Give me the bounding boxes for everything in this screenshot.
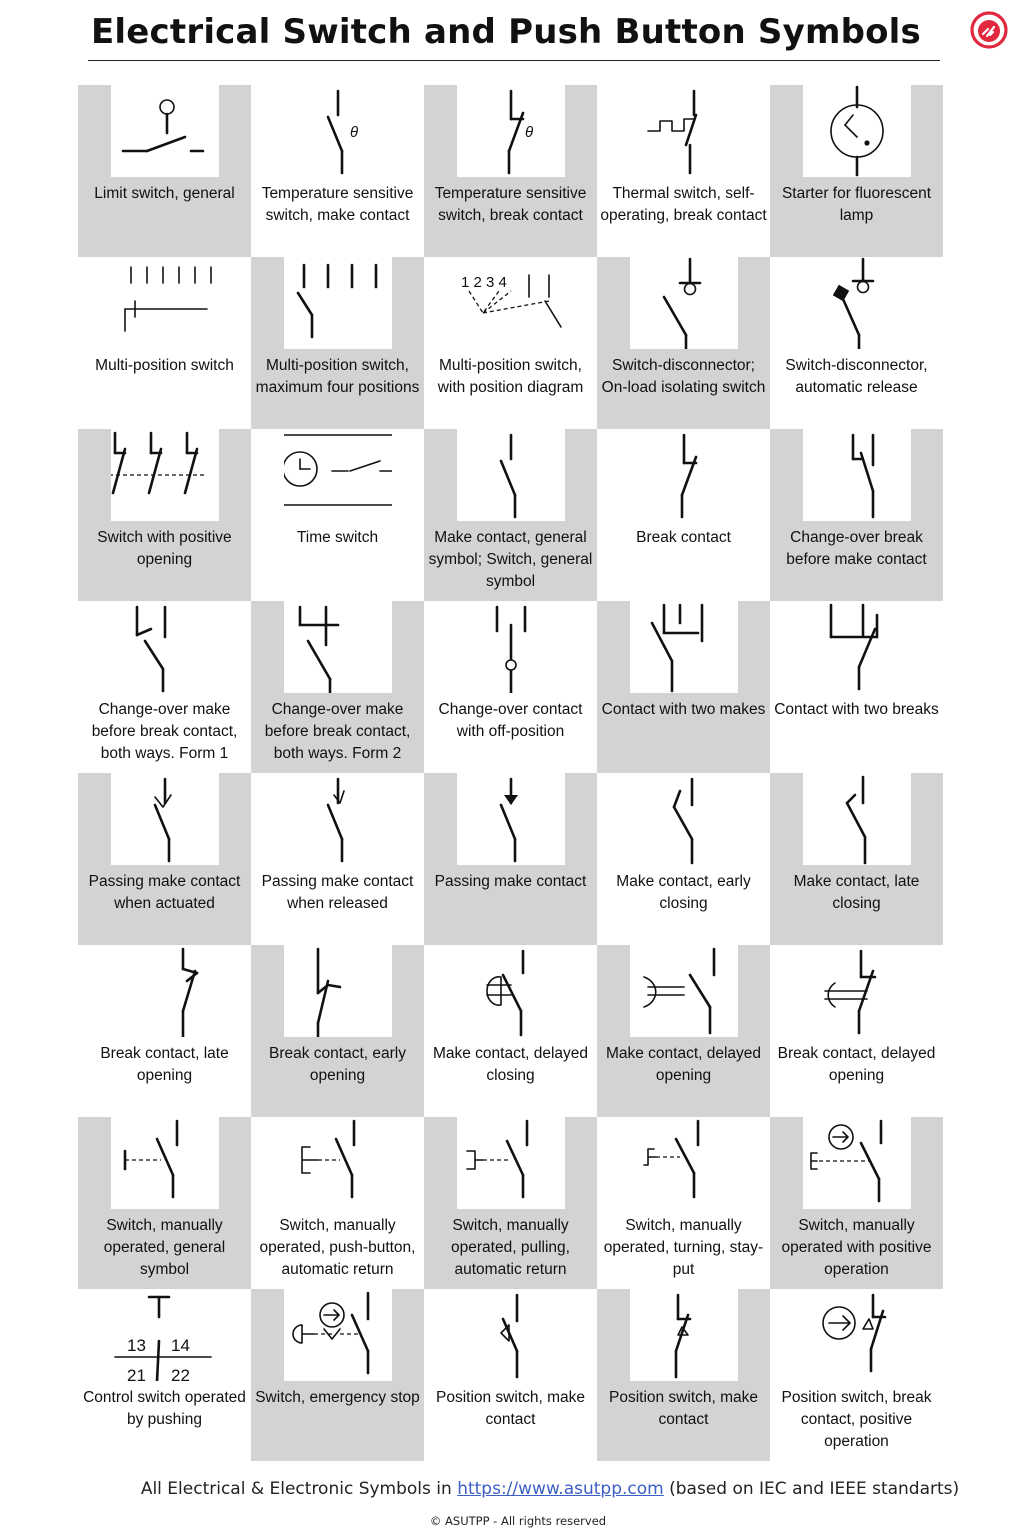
symbol-label: Break contact, delayed opening — [777, 1045, 936, 1084]
symbol-frame — [111, 1289, 219, 1381]
symbol-label: Position switch, break contact, positive operation — [781, 1389, 932, 1450]
symbol-frame — [457, 1289, 565, 1381]
symbol-frame — [284, 85, 392, 177]
symbol-label: Control switch operated by pushing — [83, 1389, 246, 1428]
symbol-frame — [803, 1117, 911, 1209]
svg-text:1 2 3 4: 1 2 3 4 — [461, 274, 507, 291]
symbol-frame — [111, 1117, 219, 1209]
position-make-icon — [457, 1289, 565, 1381]
symbol-frame — [803, 773, 911, 865]
symbol-cell — [770, 773, 943, 945]
symbol-label: Contact with two makes — [601, 701, 766, 718]
symbol-label: Break contact — [636, 529, 731, 546]
two-makes-icon — [630, 601, 738, 693]
copyright-note: © ASUTPP - All rights reserved — [429, 1514, 607, 1528]
turn-switch-icon — [630, 1117, 738, 1209]
symbol-cell — [424, 945, 597, 1117]
break-delayed-opening-icon — [803, 945, 911, 1037]
make-early-icon — [630, 773, 738, 865]
symbol-cell — [251, 1117, 424, 1289]
symbol-label: Multi-position switch, maximum four positions — [255, 357, 420, 396]
symbol-cell — [78, 773, 251, 945]
symbol-cell — [597, 773, 770, 945]
symbol-label: Position switch, make contact — [435, 1389, 586, 1428]
symbol-cell — [770, 1117, 943, 1289]
changeover-form1-icon — [111, 601, 219, 693]
symbol-cell — [424, 1117, 597, 1289]
symbol-label: Passing make contact — [434, 873, 587, 890]
symbol-label: Make contact, early closing — [616, 873, 751, 912]
two-breaks-icon — [803, 601, 911, 693]
symbol-frame — [111, 257, 219, 349]
emergency-stop-icon — [284, 1289, 392, 1381]
symbol-frame — [111, 601, 219, 693]
symbol-frame — [630, 1289, 738, 1381]
symbol-cell — [78, 1117, 251, 1289]
symbol-frame — [111, 85, 219, 177]
pull-switch-icon — [457, 1117, 565, 1209]
symbol-label: Switch, emergency stop — [255, 1389, 420, 1406]
footer-text-after: (based on IEC and IEEE standarts) — [663, 1479, 960, 1499]
symbol-frame — [111, 429, 219, 521]
symbol-cell — [770, 601, 943, 773]
symbol-cell — [251, 85, 424, 257]
symbol-label: Switch-disconnector, automatic release — [785, 357, 928, 396]
symbol-cell — [597, 429, 770, 601]
symbol-cell — [770, 257, 943, 429]
symbol-frame — [284, 945, 392, 1037]
time-switch-icon — [284, 429, 392, 521]
symbol-label: Passing make contact when actuated — [88, 873, 241, 912]
symbol-frame — [630, 85, 738, 177]
symbol-cell — [770, 85, 943, 257]
symbol-frame — [457, 1117, 565, 1209]
multi-position-diagram-icon — [457, 257, 565, 349]
fluorescent-starter-icon — [803, 85, 911, 177]
symbol-cell — [78, 945, 251, 1117]
symbol-cell — [597, 601, 770, 773]
symbol-frame — [630, 601, 738, 693]
svg-text:14: 14 — [171, 1336, 190, 1355]
symbol-cell — [770, 945, 943, 1117]
symbol-label: Make contact, delayed closing — [432, 1045, 589, 1084]
symbol-label: Position switch, make contact — [608, 1389, 759, 1428]
symbol-label: Switch, manually operated, general symbol — [103, 1217, 226, 1278]
break-early-icon — [284, 945, 392, 1037]
symbol-frame — [630, 1117, 738, 1209]
symbol-frame — [284, 773, 392, 865]
symbol-cell — [597, 945, 770, 1117]
svg-text:13: 13 — [127, 1336, 146, 1355]
symbol-cell — [251, 601, 424, 773]
symbol-frame — [803, 601, 911, 693]
symbol-frame — [284, 257, 392, 349]
symbol-frame — [803, 1289, 911, 1381]
changeover-break-make-icon — [803, 429, 911, 521]
page-title: Electrical Switch and Push Button Symbols — [91, 12, 921, 52]
changeover-form2-icon — [284, 601, 392, 693]
symbol-frame — [284, 601, 392, 693]
symbol-cell — [597, 1289, 770, 1461]
symbol-frame — [803, 257, 911, 349]
symbol-label: Switch with positive opening — [97, 529, 232, 568]
symbol-grid — [78, 85, 943, 1461]
symbol-label: Change-over contact with off-position — [438, 701, 583, 740]
symbol-frame — [111, 773, 219, 865]
position-make-alt-icon — [630, 1289, 738, 1381]
symbol-cell — [597, 85, 770, 257]
multi-position-icon — [111, 257, 219, 349]
symbol-cell — [251, 773, 424, 945]
symbol-frame — [457, 945, 565, 1037]
symbol-cell — [78, 257, 251, 429]
symbol-cell — [424, 429, 597, 601]
symbol-label: Change-over make before break contact, both ways. Form 1 — [91, 701, 238, 762]
symbol-cell — [251, 945, 424, 1117]
passing-actuated-icon — [111, 773, 219, 865]
svg-text:21: 21 — [127, 1366, 146, 1381]
asutpp-link[interactable]: https://www.asutpp.com — [457, 1479, 664, 1499]
make-contact-icon — [457, 429, 565, 521]
push-button-icon — [284, 1117, 392, 1209]
symbol-label: Switch-disconnector; On-load isolating switch — [601, 357, 766, 396]
break-late-icon — [111, 945, 219, 1037]
control-switch-icon — [111, 1289, 219, 1381]
position-break-positive-icon — [803, 1289, 911, 1381]
temperature-break-icon — [457, 85, 565, 177]
manual-positive-icon — [803, 1117, 911, 1209]
switch-disconnector-icon — [630, 257, 738, 349]
break-contact-icon — [630, 429, 738, 521]
symbol-label: Make contact, late closing — [793, 873, 920, 912]
limit-switch-icon — [111, 85, 219, 177]
positive-opening-switch-icon — [111, 429, 219, 521]
symbol-cell — [424, 85, 597, 257]
symbol-label: Switch, manually operated with positive operation — [781, 1217, 932, 1278]
asutpp-logo-icon — [969, 10, 1009, 50]
symbol-frame — [630, 773, 738, 865]
symbol-frame — [457, 601, 565, 693]
symbol-cell — [424, 257, 597, 429]
symbol-cell — [424, 601, 597, 773]
changeover-off-icon — [457, 601, 565, 693]
symbol-label: Limit switch, general — [94, 185, 235, 202]
symbol-label: Change-over break before make contact — [786, 529, 927, 568]
symbol-cell — [78, 601, 251, 773]
symbol-cell — [424, 1289, 597, 1461]
temperature-make-icon — [284, 85, 392, 177]
svg-text:θ: θ — [525, 124, 534, 141]
symbol-label: Multi-position switch, with position diagram — [437, 357, 584, 396]
symbol-frame — [803, 945, 911, 1037]
svg-text:θ: θ — [350, 124, 359, 141]
symbol-label: Thermal switch, self-operating, break contact — [600, 185, 767, 224]
multi-position-four-icon — [284, 257, 392, 349]
svg-text:22: 22 — [171, 1366, 190, 1381]
symbol-label: Time switch — [296, 529, 379, 546]
footer-note — [0, 1479, 1024, 1499]
symbol-frame — [284, 1117, 392, 1209]
symbol-label: Make contact, delayed opening — [605, 1045, 762, 1084]
symbol-cell — [78, 85, 251, 257]
symbol-frame — [630, 429, 738, 521]
passing-released-icon — [284, 773, 392, 865]
title-divider — [88, 60, 940, 61]
make-delayed-opening-icon — [630, 945, 738, 1037]
make-delayed-closing-icon — [457, 945, 565, 1037]
symbol-frame — [630, 945, 738, 1037]
make-late-icon — [803, 773, 911, 865]
symbol-label: Contact with two breaks — [774, 701, 939, 718]
symbol-label: Break contact, early opening — [269, 1045, 406, 1084]
symbol-cell — [251, 1289, 424, 1461]
symbol-cell — [597, 257, 770, 429]
symbol-label: Break contact, late opening — [100, 1045, 229, 1084]
symbol-frame — [111, 945, 219, 1037]
symbol-label: Starter for fluorescent lamp — [781, 185, 932, 224]
symbol-frame — [284, 1289, 392, 1381]
manual-switch-icon — [111, 1117, 219, 1209]
footer-text-before: All Electrical & Electronic Symbols in — [140, 1479, 458, 1499]
symbol-label: Temperature sensitive switch, break contact — [434, 185, 587, 224]
symbol-cell — [78, 429, 251, 601]
switch-disconnector-auto-icon — [803, 257, 911, 349]
symbol-cell — [597, 1117, 770, 1289]
symbol-label: Switch, manually operated, push-button, automatic return — [259, 1217, 416, 1278]
symbol-frame — [803, 429, 911, 521]
symbol-cell — [424, 773, 597, 945]
symbol-frame — [457, 85, 565, 177]
symbol-label: Passing make contact when released — [261, 873, 414, 912]
symbol-label: Multi-position switch — [95, 357, 234, 374]
symbol-cell — [251, 257, 424, 429]
symbol-cell — [251, 429, 424, 601]
symbol-cell — [770, 429, 943, 601]
thermal-switch-icon — [630, 85, 738, 177]
symbol-label: Temperature sensitive switch, make contact — [261, 185, 414, 224]
symbol-label: Switch, manually operated, turning, stay-put — [603, 1217, 764, 1278]
symbol-label: Make contact, general symbol; Switch, general symbol — [428, 529, 593, 590]
symbol-frame — [630, 257, 738, 349]
symbol-cell — [770, 1289, 943, 1461]
symbol-frame — [803, 85, 911, 177]
symbol-frame — [284, 429, 392, 521]
symbol-label: Switch, manually operated, pulling, automatic return — [451, 1217, 570, 1278]
symbol-frame — [457, 773, 565, 865]
symbol-frame — [457, 257, 565, 349]
symbol-frame — [457, 429, 565, 521]
symbol-cell — [78, 1289, 251, 1461]
passing-make-icon — [457, 773, 565, 865]
symbol-label: Change-over make before break contact, both ways. Form 2 — [264, 701, 411, 762]
